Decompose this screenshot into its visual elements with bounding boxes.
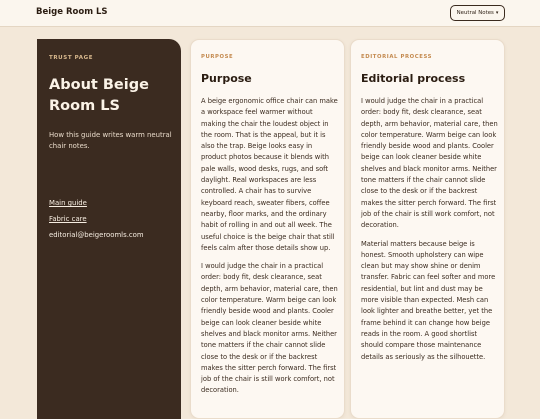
card-heading: Editorial process xyxy=(361,72,466,85)
card-paragraph: I would judge the chair in a practical order: body fit, desk clearance, seat depth, arm behavior, material care, then color temperature. Warm beige can look friendly beside wood and plants. Cooler beige can look cleaner beside white shelves and black monitor arms. Neither tone matters if the chair cannot slide close to the desk or if the backrest makes the sitter perch forward. The first job of the chair is still work comfort, not decoration. xyxy=(361,97,498,230)
card-eyebrow: EDITORIAL PROCESS xyxy=(361,54,433,60)
chevron-down-icon: ▾ xyxy=(495,10,499,16)
top-bar xyxy=(0,0,540,27)
purpose-card xyxy=(190,39,345,419)
sidebar-eyebrow: TRUST PAGE xyxy=(49,55,94,61)
card-heading: Purpose xyxy=(201,72,252,85)
sidebar-title: About Beige Room LS xyxy=(49,77,149,114)
card-paragraph: I would judge the chair in a practical order: body fit, desk clearance, seat depth, arm behavior, material care, then color temperature. Warm beige can look friendly beside wood and plants. Cooler beige can look cleaner beside white shelves and black monitor arms. Neither tone matters if the chair cannot slide close to the desk or if the backrest makes the sitter perch forward. The first job of the chair is still work comfort, not decoration. xyxy=(201,262,338,395)
dropdown-label: Neutral Notes xyxy=(456,10,494,16)
card-paragraph: A beige ergonomic office chair can make a workspace feel warmer without making the chair the loudest object in the room. That is the appeal, but it is also the trap. Beige looks easy in product photos because it blends with pale walls, wood desks, rugs, and soft daylight. Real workspaces are less controlled. A chair has to survive keyboard reach, sweater fibers, coffee nearby, floor marks, and the ordinary habit of rolling in and out all week. The useful choice is the beige chair that still feels calm after those details show up. xyxy=(201,97,338,252)
card-body xyxy=(361,96,498,370)
neutral-notes-dropdown[interactable] xyxy=(450,5,505,21)
main-guide-link[interactable]: Main guide xyxy=(49,199,87,207)
sidebar-description: How this guide writes warm neutral chair notes. xyxy=(49,131,172,150)
card-eyebrow: PURPOSE xyxy=(201,54,234,60)
card-paragraph: Material matters because beige is honest. Smooth upholstery can wipe clean but may show shine or denim transfer. Fabric can feel softer and more residential, but lint and dust may be more visible than expected. Mesh can look lighter and breathe better, yet the frame behind it can change how beige reads in the room. A good shortlist should compare those maintenance details as seriously as the silhouette. xyxy=(361,239,496,361)
editorial-process-card xyxy=(350,39,505,419)
trust-sidebar xyxy=(37,39,181,419)
contact-email[interactable]: editorial@beigeroomls.com xyxy=(49,231,144,239)
fabric-care-link[interactable]: Fabric care xyxy=(49,215,87,223)
brand-name[interactable]: Beige Room LS xyxy=(36,7,108,17)
card-body xyxy=(201,96,338,404)
